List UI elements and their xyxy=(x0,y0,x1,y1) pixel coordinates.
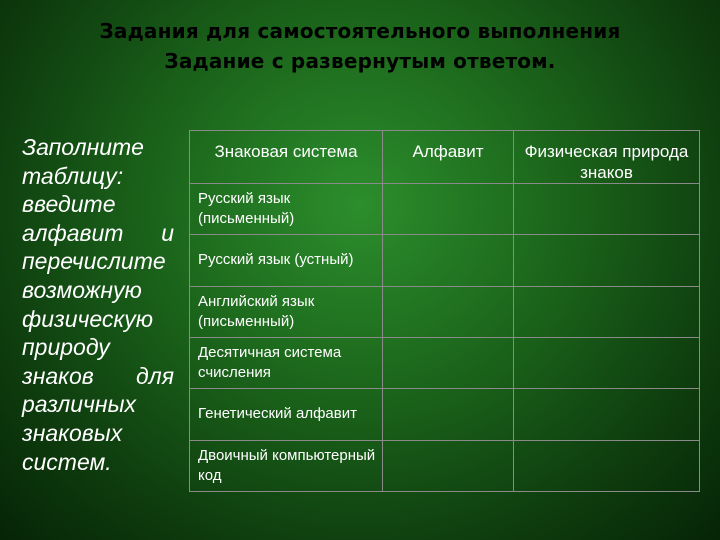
table-row xyxy=(190,337,700,388)
sign-system-cell: Десятичная система счисления xyxy=(190,337,383,388)
sign-system-cell: Русский язык (устный) xyxy=(190,235,383,286)
alphabet-cell xyxy=(383,286,514,337)
column-header-alphabet: Алфавит xyxy=(383,131,514,184)
slide-title-line-1: Задания для самостоятельного выполнения xyxy=(99,19,621,43)
physical-nature-cell xyxy=(514,286,700,337)
physical-nature-cell xyxy=(514,235,700,286)
task-instruction: Заполните таблицу: введите алфавит и перечислите возможную физическую природу знаков для различных знаковых систем. xyxy=(22,134,174,475)
alphabet-cell xyxy=(383,184,514,235)
table-row xyxy=(190,286,700,337)
sign-system-cell: Генетический алфавит xyxy=(190,389,383,440)
table-row xyxy=(190,235,700,286)
slide-title xyxy=(0,16,720,76)
table-header-row xyxy=(190,131,700,184)
physical-nature-cell xyxy=(514,184,700,235)
table-row xyxy=(190,184,700,235)
alphabet-cell xyxy=(383,337,514,388)
column-header-physical-nature: Физическая природа знаков xyxy=(514,131,700,184)
table-row xyxy=(190,389,700,440)
physical-nature-cell xyxy=(514,440,700,491)
alphabet-cell xyxy=(383,389,514,440)
sign-system-cell: Русский язык (письменный) xyxy=(190,184,383,235)
column-header-sign-system: Знаковая система xyxy=(190,131,383,184)
physical-nature-cell xyxy=(514,389,700,440)
table-row xyxy=(190,440,700,491)
slide-title-line-2: Задание с развернутым ответом. xyxy=(164,49,556,73)
sign-system-cell: Двоичный компьютерный код xyxy=(190,440,383,491)
sign-system-cell: Английский язык (письменный) xyxy=(190,286,383,337)
physical-nature-cell xyxy=(514,337,700,388)
alphabet-cell xyxy=(383,440,514,491)
alphabet-cell xyxy=(383,235,514,286)
sign-systems-table xyxy=(189,130,700,492)
